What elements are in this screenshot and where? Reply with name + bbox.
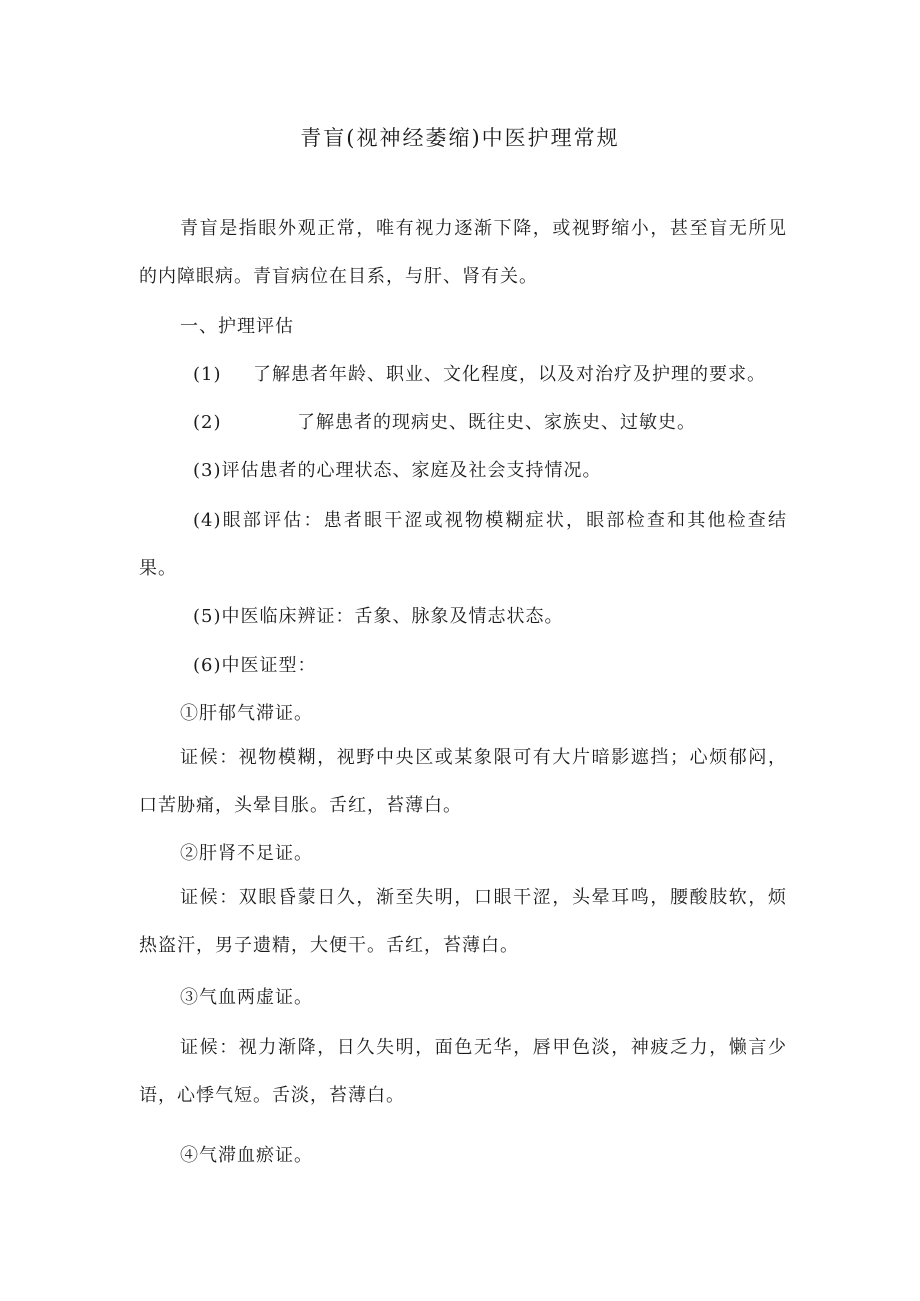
item-number: (1) bbox=[193, 364, 222, 385]
section-heading-nursing-assessment: 一、护理评估 bbox=[180, 316, 294, 337]
syndrome-type-2-symptoms: 证候：双眼昏蒙日久，渐至失明，口眼干涩，头晕耳鸣，腰酸肢软，烦热盗汗，男子遗精，大便干。舌红，苔薄白。 bbox=[139, 887, 787, 956]
syndrome-type-3-symptoms: 证候：视力渐降，日久失明，面色无华，唇甲色淡，神疲乏力，懒言少语，心悸气短。舌淡，苔薄白。 bbox=[139, 1037, 787, 1106]
item-text: 了解患者的现病史、既往史、家族史、过敏史。 bbox=[296, 412, 696, 433]
syndrome-type-4: ④气滞血瘀证。 bbox=[180, 1145, 313, 1166]
assessment-item-5: (5)中医临床辨证：舌象、脉象及情志状态。 bbox=[193, 606, 564, 627]
syndrome-type-3: ③气血两虚证。 bbox=[180, 987, 313, 1008]
assessment-item-1 bbox=[193, 361, 766, 389]
syndrome-type-1: ①肝郁气滞证。 bbox=[180, 703, 313, 724]
assessment-item-4: (4)眼部评估：患者眼干涩或视物模糊症状，眼部检查和其他检查结果。 bbox=[139, 510, 787, 579]
item-text: 了解患者年龄、职业、文化程度，以及对治疗及护理的要求。 bbox=[252, 364, 766, 385]
intro-paragraph: 青盲是指眼外观正常，唯有视力逐渐下降，或视野缩小，甚至盲无所见的内障眼病。青盲病位在目系，与肝、肾有关。 bbox=[139, 218, 787, 287]
assessment-item-6: (6)中医证型： bbox=[193, 655, 317, 676]
item-number: (2) bbox=[193, 412, 222, 433]
assessment-item-2 bbox=[193, 409, 696, 437]
syndrome-type-2: ②肝肾不足证。 bbox=[180, 843, 313, 864]
syndrome-type-1-symptoms: 证候：视物模糊，视野中央区或某象限可有大片暗影遮挡；心烦郁闷，口苦胁痛，头晕目胀。舌红，苔薄白。 bbox=[139, 747, 787, 816]
assessment-item-3: (3)评估患者的心理状态、家庭及社会支持情况。 bbox=[193, 460, 602, 481]
document-title: 青盲(视神经萎缩)中医护理常规 bbox=[300, 126, 620, 150]
